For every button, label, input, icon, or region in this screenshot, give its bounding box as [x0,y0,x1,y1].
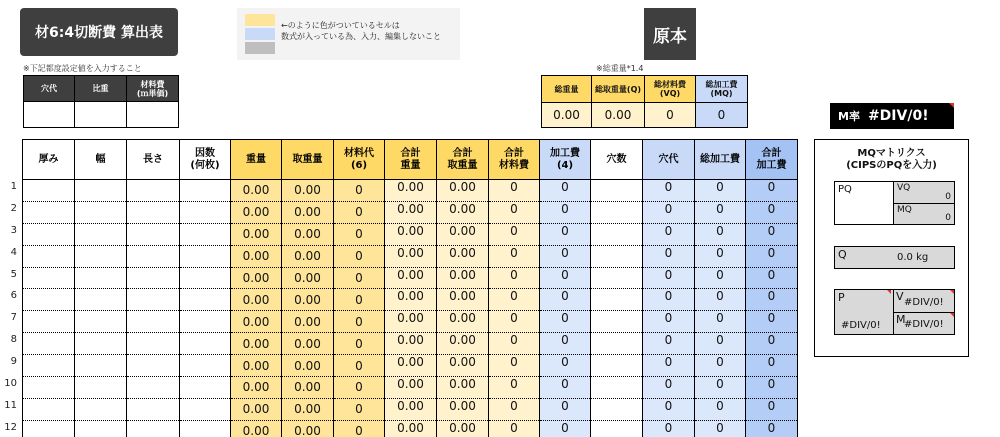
cell-total-taken-weight: 0.00 [437,245,489,267]
cell-hole-count[interactable] [591,289,643,311]
cell-processing-cost: 0 [540,267,591,289]
cell-processing-cost: 0 [540,223,591,245]
cell-length[interactable] [127,267,180,289]
cell-total-weight: 0.00 [385,377,437,399]
cell-sum-processing: 0 [746,333,798,355]
cell-weight: 0.00 [231,355,282,377]
row-number: 3 [10,224,17,236]
cell-total-processing: 0 [695,223,746,245]
cell-total-material-cost: 0 [489,377,540,399]
cell-total-processing: 0 [695,180,746,202]
cell-length[interactable] [127,289,180,311]
weight-note: ※総重量*1.4 [596,64,644,73]
v-value: #DIV/0! [904,297,944,308]
cell-length[interactable] [127,420,180,437]
legend-text [281,20,441,42]
cell-factor[interactable] [180,398,231,420]
p-label: P [838,291,845,304]
legend-line-2: 数式が入っている為、入力、編集しないこと [281,32,441,41]
cell-thickness[interactable] [23,223,75,245]
cell-hole-count[interactable] [591,180,643,202]
cell-material-cost: 0 [334,333,385,355]
cell-weight: 0.00 [231,201,282,223]
cell-total-material-cost: 0 [489,355,540,377]
cell-hole-count[interactable] [591,420,643,437]
cell-total-weight: 0.00 [385,289,437,311]
table-row [23,289,798,311]
cell-width[interactable] [75,223,127,245]
cell-processing-cost: 0 [540,333,591,355]
table-row [23,398,798,420]
cell-factor[interactable] [180,333,231,355]
cell-taken-weight: 0.00 [282,333,334,355]
table-row [23,223,798,245]
cell-sum-processing: 0 [746,355,798,377]
input-hole-cost[interactable] [23,101,75,128]
cell-material-cost: 0 [334,398,385,420]
legend-swatch-blue [245,28,275,40]
cell-total-taken-weight: 0.00 [437,355,489,377]
cell-hole-count[interactable] [591,333,643,355]
input-header-gravity: 比重 [74,75,127,102]
column-header-taken-weight: 取重量 [282,140,334,180]
cell-total-weight: 0.00 [385,311,437,333]
cell-factor[interactable] [180,267,231,289]
cell-width[interactable] [75,267,127,289]
cell-weight: 0.00 [231,223,282,245]
cell-total-material-cost: 0 [489,180,540,202]
cell-total-weight: 0.00 [385,245,437,267]
cell-total-weight: 0.00 [385,333,437,355]
cell-weight: 0.00 [231,333,282,355]
comment-marker-icon [950,313,954,317]
table-row [23,180,798,202]
summary-header-processing: 総加工費 (MQ) [695,75,748,103]
column-header-weight: 重量 [231,140,282,180]
legend-swatch-yellow [245,14,275,26]
cell-processing-cost: 0 [540,355,591,377]
cell-processing-cost: 0 [540,245,591,267]
pq-label: PQ [838,184,852,195]
cell-total-material-cost: 0 [489,267,540,289]
cell-factor[interactable] [180,311,231,333]
v-label: V [896,290,904,303]
cell-sum-processing: 0 [746,223,798,245]
cell-length[interactable] [127,223,180,245]
cell-weight: 0.00 [231,311,282,333]
cell-sum-processing: 0 [746,311,798,333]
cell-hole-count[interactable] [591,201,643,223]
cell-hole-cost: 0 [643,267,695,289]
cell-total-taken-weight: 0.00 [437,398,489,420]
row-number: 9 [10,356,17,368]
column-header-thickness: 厚み [23,140,75,180]
cell-hole-cost: 0 [643,311,695,333]
cell-taken-weight: 0.00 [282,223,334,245]
row-numbers [0,179,20,437]
cell-hole-cost: 0 [643,223,695,245]
table-row [23,420,798,437]
color-legend [237,8,460,60]
column-header-total-processing: 総加工費 [695,140,746,180]
cell-thickness[interactable] [23,180,75,202]
cell-factor[interactable] [180,377,231,399]
cell-thickness[interactable] [23,333,75,355]
cell-total-taken-weight: 0.00 [437,333,489,355]
cell-thickness[interactable] [23,311,75,333]
cell-weight: 0.00 [231,289,282,311]
comment-marker-icon [950,290,954,294]
cell-width[interactable] [75,398,127,420]
cell-sum-processing: 0 [746,245,798,267]
cell-total-processing: 0 [695,267,746,289]
row-number: 7 [10,312,17,324]
cell-sum-processing: 0 [746,267,798,289]
v-cell [893,289,955,313]
cell-hole-cost: 0 [643,355,695,377]
cell-length[interactable] [127,398,180,420]
cell-taken-weight: 0.00 [282,201,334,223]
mq-value: 0 [945,213,951,223]
legend-line-1: ←のように色がついているセルは [281,21,400,30]
cell-total-material-cost: 0 [489,420,540,437]
cell-factor[interactable] [180,289,231,311]
summary-header-total-taken: 総取重量(Q) [591,75,645,103]
mq-cell [893,203,955,225]
row-number: 6 [10,290,17,302]
table-row [23,245,798,267]
legend-swatch-gray [245,42,275,54]
cell-material-cost: 0 [334,180,385,202]
cell-hole-count[interactable] [591,355,643,377]
cell-thickness[interactable] [23,267,75,289]
cell-length[interactable] [127,311,180,333]
vq-label: VQ [897,183,911,193]
cell-total-material-cost: 0 [489,398,540,420]
summary-header-total-weight: 総重量 [541,75,592,103]
cell-width[interactable] [75,201,127,223]
cell-total-taken-weight: 0.00 [437,267,489,289]
cell-hole-cost: 0 [643,398,695,420]
cell-hole-count[interactable] [591,267,643,289]
column-header-material-cost: 材料代 (6) [334,140,385,180]
cell-thickness[interactable] [23,377,75,399]
cell-thickness[interactable] [23,201,75,223]
column-header-total-weight: 合計 重量 [385,140,437,180]
cell-taken-weight: 0.00 [282,311,334,333]
cell-total-weight: 0.00 [385,420,437,437]
cell-material-cost: 0 [334,377,385,399]
cell-taken-weight: 0.00 [282,377,334,399]
cell-taken-weight: 0.00 [282,420,334,437]
table-row [23,201,798,223]
cell-factor[interactable] [180,355,231,377]
mq-label: MQ [897,205,912,215]
table-row [23,355,798,377]
column-header-sum-processing: 合計 加工費 [746,140,798,180]
cell-taken-weight: 0.00 [282,398,334,420]
mq-matrix [814,139,969,357]
cell-hole-cost: 0 [643,420,695,437]
cell-sum-processing: 0 [746,398,798,420]
cell-total-taken-weight: 0.00 [437,420,489,437]
cell-hole-count[interactable] [591,311,643,333]
cell-total-material-cost: 0 [489,289,540,311]
cell-factor[interactable] [180,201,231,223]
cell-sum-processing: 0 [746,289,798,311]
cell-processing-cost: 0 [540,377,591,399]
row-number: 10 [4,378,17,390]
vq-cell [893,181,955,204]
cell-total-processing: 0 [695,201,746,223]
cell-material-cost: 0 [334,267,385,289]
table-row [23,311,798,333]
cell-processing-cost: 0 [540,201,591,223]
column-header-factor: 因数 (何枚) [180,140,231,180]
cell-taken-weight: 0.00 [282,180,334,202]
cell-processing-cost: 0 [540,398,591,420]
comment-marker-icon [949,103,954,108]
cell-total-processing: 0 [695,420,746,437]
summary-header-material: 総材料費 (VQ) [644,75,696,103]
cell-width[interactable] [75,311,127,333]
column-header-length: 長さ [127,140,180,180]
cell-total-material-cost: 0 [489,223,540,245]
vq-value: 0 [945,192,951,202]
cell-total-weight: 0.00 [385,398,437,420]
cell-weight: 0.00 [231,420,282,437]
cell-total-weight: 0.00 [385,223,437,245]
cell-total-weight: 0.00 [385,355,437,377]
cell-thickness[interactable] [23,289,75,311]
cell-total-processing: 0 [695,355,746,377]
cell-total-processing: 0 [695,333,746,355]
summary-total-taken: 0.00 [591,102,645,128]
cell-material-cost: 0 [334,311,385,333]
cell-material-cost: 0 [334,420,385,437]
cell-hole-cost: 0 [643,180,695,202]
cell-weight: 0.00 [231,245,282,267]
cell-material-cost: 0 [334,289,385,311]
original-badge: 原本 [644,8,696,60]
cell-length[interactable] [127,333,180,355]
cell-weight: 0.00 [231,398,282,420]
mq-matrix-title: MQマトリクス (CIPSのPQを入力) [846,148,937,171]
m-rate-box [830,103,954,129]
cell-thickness[interactable] [23,398,75,420]
cell-hole-cost: 0 [643,377,695,399]
cell-taken-weight: 0.00 [282,289,334,311]
cell-width[interactable] [75,377,127,399]
row-number: 12 [4,421,17,433]
cell-material-cost: 0 [334,245,385,267]
cell-total-weight: 0.00 [385,180,437,202]
cell-total-taken-weight: 0.00 [437,180,489,202]
cell-factor[interactable] [180,420,231,437]
cell-processing-cost: 0 [540,180,591,202]
table-row [23,377,798,399]
cell-factor[interactable] [180,245,231,267]
cell-length[interactable] [127,377,180,399]
cell-length[interactable] [127,201,180,223]
cell-width[interactable] [75,333,127,355]
comment-marker-icon [887,290,891,294]
cell-hole-count[interactable] [591,245,643,267]
input-header-material: 材料費 (ｍ単価) [126,75,179,102]
column-header-processing-cost: 加工費 (4) [540,140,591,180]
cell-processing-cost: 0 [540,311,591,333]
cell-processing-cost: 0 [540,289,591,311]
q-cell [834,246,955,269]
input-material-unit-price[interactable] [126,101,179,128]
cell-width[interactable] [75,420,127,437]
column-header-total-material-cost: 合計 材料費 [489,140,540,180]
cell-length[interactable] [127,245,180,267]
cell-hole-cost: 0 [643,289,695,311]
cell-sum-processing: 0 [746,180,798,202]
cell-total-weight: 0.00 [385,201,437,223]
cell-total-material-cost: 0 [489,333,540,355]
cell-material-cost: 0 [334,223,385,245]
cell-total-processing: 0 [695,245,746,267]
cell-total-processing: 0 [695,398,746,420]
row-number: 1 [10,181,17,192]
cell-taken-weight: 0.00 [282,245,334,267]
summary-processing-cost: 0 [695,102,748,128]
cell-width[interactable] [75,180,127,202]
cell-total-taken-weight: 0.00 [437,311,489,333]
cell-total-taken-weight: 0.00 [437,201,489,223]
cell-length[interactable] [127,180,180,202]
cell-length[interactable] [127,355,180,377]
m-rate-label: M率 [838,110,860,123]
cell-weight: 0.00 [231,180,282,202]
cell-sum-processing: 0 [746,377,798,399]
cell-total-weight: 0.00 [385,267,437,289]
cell-total-processing: 0 [695,377,746,399]
sheet-title: 材6:4切断費 算出表 [20,8,178,56]
cell-hole-cost: 0 [643,245,695,267]
cell-weight: 0.00 [231,377,282,399]
input-gravity[interactable] [74,101,127,128]
cell-sum-processing: 0 [746,420,798,437]
table-row [23,333,798,355]
table-row [23,267,798,289]
cell-thickness[interactable] [23,245,75,267]
column-header-total-taken-weight: 合計 取重量 [437,140,489,180]
row-number: 2 [10,202,17,214]
cell-taken-weight: 0.00 [282,355,334,377]
cell-total-material-cost: 0 [489,245,540,267]
cell-hole-cost: 0 [643,201,695,223]
cell-thickness[interactable] [23,420,75,437]
cell-processing-cost: 0 [540,420,591,437]
q-label: Q [838,248,847,261]
cell-material-cost: 0 [334,355,385,377]
summary-material-cost: 0 [644,102,696,128]
cell-material-cost: 0 [334,201,385,223]
main-table [22,139,798,437]
row-number: 11 [4,399,17,411]
cell-width[interactable] [75,245,127,267]
cell-sum-processing: 0 [746,201,798,223]
row-number: 8 [10,334,17,346]
p-value: #DIV/0! [841,320,881,331]
cell-total-processing: 0 [695,289,746,311]
cell-hole-count[interactable] [591,223,643,245]
cell-total-taken-weight: 0.00 [437,223,489,245]
cell-hole-cost: 0 [643,333,695,355]
m-rate-value: #DIV/0! [867,108,929,124]
cell-total-material-cost: 0 [489,311,540,333]
setting-note: ※下記都度設定値を入力すること [23,64,142,73]
cell-thickness[interactable] [23,355,75,377]
column-header-hole-count: 穴数 [591,140,643,180]
cell-hole-count[interactable] [591,398,643,420]
cell-total-material-cost: 0 [489,201,540,223]
summary-total-weight: 0.00 [541,102,592,128]
cell-weight: 0.00 [231,267,282,289]
cell-taken-weight: 0.00 [282,267,334,289]
row-number: 5 [10,268,17,280]
row-number: 4 [10,246,17,258]
m-value: #DIV/0! [904,319,944,330]
cell-hole-count[interactable] [591,377,643,399]
cell-total-taken-weight: 0.00 [437,289,489,311]
column-header-width: 幅 [75,140,127,180]
input-header-hole: 穴代 [23,75,75,102]
table-header-row [23,140,798,180]
cell-width[interactable] [75,355,127,377]
cell-factor[interactable] [180,180,231,202]
cell-total-taken-weight: 0.00 [437,377,489,399]
cell-total-processing: 0 [695,311,746,333]
m-cell [893,312,955,335]
cell-factor[interactable] [180,223,231,245]
m-label: M [896,313,906,326]
column-header-hole-cost: 穴代 [643,140,695,180]
q-value: 0.0 kg [897,252,929,263]
cell-width[interactable] [75,289,127,311]
